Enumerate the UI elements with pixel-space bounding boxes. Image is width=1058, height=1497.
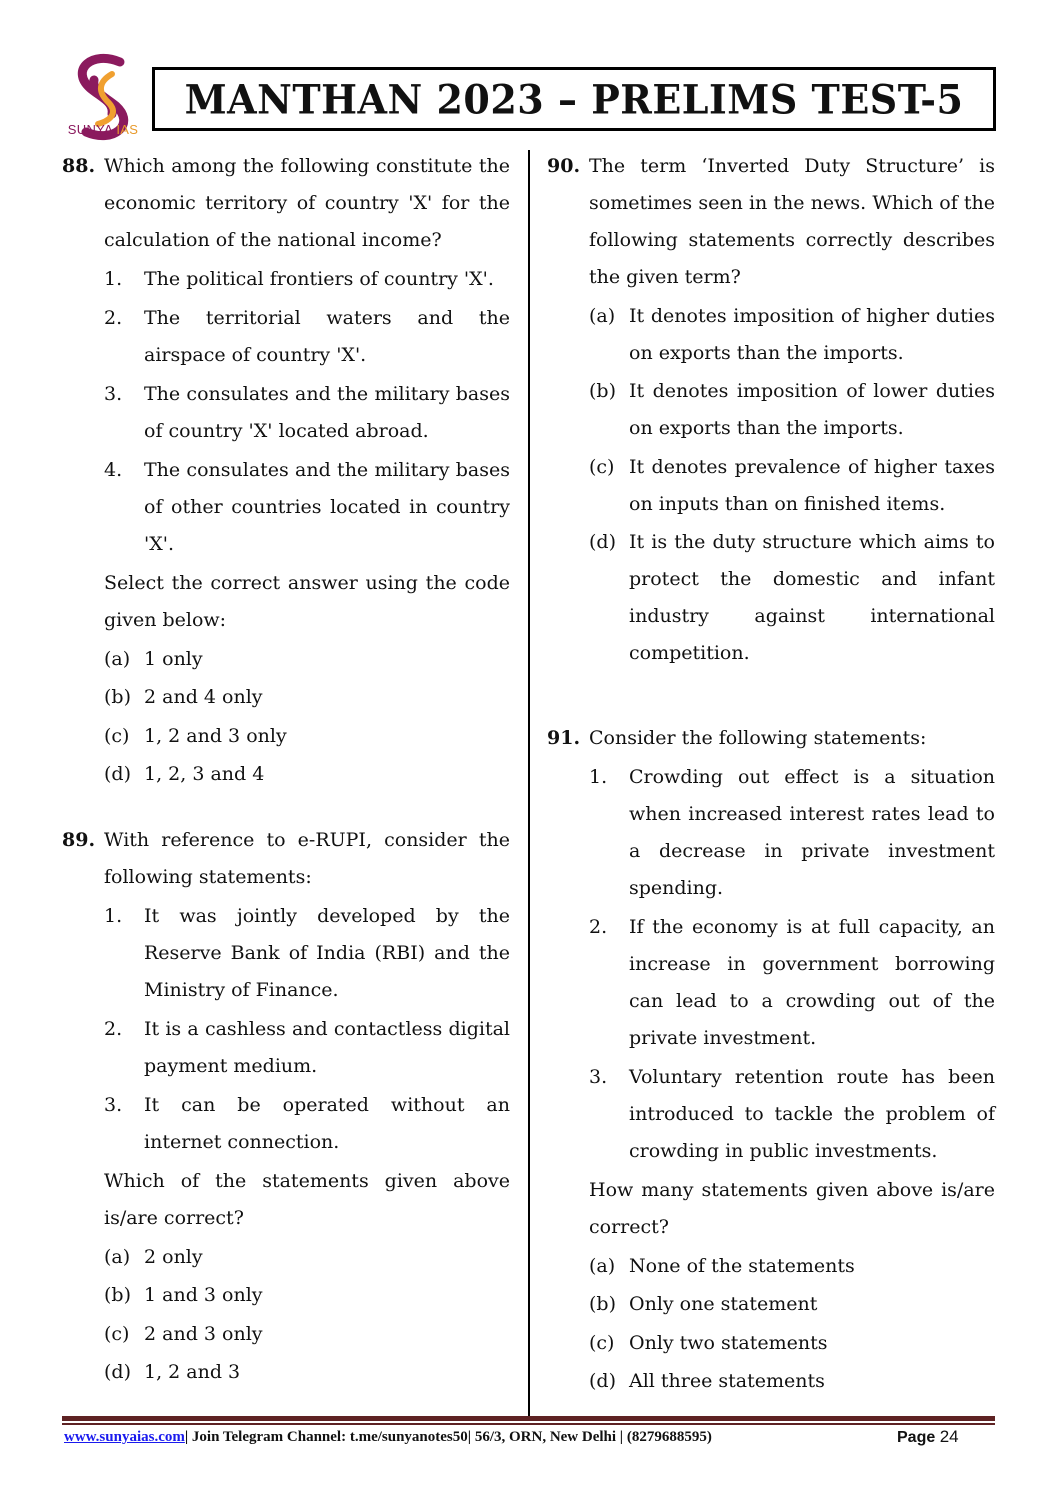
website-link[interactable]: www.sunyaias.com: [64, 1429, 185, 1445]
footer-rule: [62, 1416, 995, 1421]
answer-option: [104, 641, 510, 678]
answer-option: [104, 756, 510, 793]
option-label: (d): [104, 763, 131, 785]
page-number: 24: [939, 1427, 959, 1446]
option-text: 2 and 4 only: [144, 686, 263, 708]
option-label: (d): [589, 531, 616, 553]
option-text: It is the duty structure which aims to protect the domestic and infant industry against international competition.: [629, 531, 995, 664]
answer-option: [589, 373, 995, 447]
page-title: MANTHAN 2023 – PRELIMS TEST-5: [184, 75, 964, 123]
answer-option: [589, 1248, 995, 1285]
question-number: 88.: [62, 155, 96, 177]
option-label: (a): [104, 647, 131, 670]
column-divider: [528, 150, 530, 1417]
statement-number: 2.: [104, 1018, 123, 1040]
option-text: 2 and 3 only: [144, 1322, 263, 1345]
statement-text: The consulates and the military bases of other countries located in country 'X'.: [144, 459, 510, 555]
statement-number: 2.: [104, 307, 123, 329]
statement-text: Crowding out effect is a situation when increased interest rates lead to a decrease in private investment spending.: [629, 766, 995, 899]
question-stem: Which among the following constitute the economic territory of country 'X' for the calculation of the national income?: [104, 155, 510, 251]
question-header: [547, 720, 995, 757]
option-text: 1, 2 and 3: [144, 1361, 241, 1383]
option-label: (b): [589, 380, 616, 402]
option-text: It denotes prevalence of higher taxes on inputs than on finished items.: [629, 455, 995, 515]
question-91: [547, 720, 995, 1400]
question-header: [547, 148, 995, 296]
statement-text: It is a cashless and contactless digital payment medium.: [144, 1018, 510, 1077]
option-label: (a): [589, 304, 616, 327]
question-number: 90.: [547, 155, 581, 177]
statement: [104, 898, 510, 1009]
statement-text: It was jointly developed by the Reserve Bank of India (RBI) and the Ministry of Finance.: [144, 905, 510, 1001]
option-label: (b): [589, 1293, 616, 1315]
option-label: (b): [104, 1284, 131, 1306]
statement: [104, 376, 510, 450]
question-stem: The term ‘Inverted Duty Structure’ is sometimes seen in the news. Which of the following statements correctly describes the given term?: [589, 155, 995, 288]
statement: [589, 1059, 995, 1170]
footer: [64, 1429, 994, 1446]
title-box: [152, 67, 996, 131]
statement-number: 1.: [104, 905, 123, 927]
option-text: Only one statement: [629, 1293, 818, 1315]
logo-text-secondary: IAS: [116, 122, 139, 137]
statement: [104, 1087, 510, 1161]
statement-text: The territorial waters and the airspace of country 'X'.: [144, 307, 510, 366]
option-label: (d): [104, 1361, 131, 1383]
option-text: 2 only: [144, 1245, 203, 1268]
question-prompt: Which of the statements given above is/are correct?: [104, 1170, 510, 1229]
question-number: 89.: [62, 829, 96, 851]
answer-option: [589, 449, 995, 523]
option-text: All three statements: [629, 1370, 825, 1392]
question-89: [62, 822, 510, 1391]
page-indicator: [897, 1427, 959, 1447]
question-stem: Consider the following statements:: [589, 727, 927, 749]
option-label: (c): [104, 724, 130, 747]
option-label: (b): [104, 686, 131, 708]
statement-text: Voluntary retention route has been introduced to tackle the problem of crowding in public investments.: [629, 1066, 995, 1162]
question-90: [547, 148, 995, 672]
answer-option: [104, 1239, 510, 1276]
option-text: None of the statements: [629, 1254, 855, 1277]
option-label: (c): [104, 1322, 130, 1345]
statement-number: 4.: [104, 459, 123, 481]
question-prompt: Select the correct answer using the code given below:: [104, 572, 510, 631]
statement-number: 1.: [589, 766, 608, 788]
statement-text: If the economy is at full capacity, an increase in government borrowing can lead to a crowding out of the private investment.: [629, 916, 995, 1049]
question-prompt: How many statements given above is/are correct?: [589, 1179, 995, 1238]
option-label: (a): [104, 1245, 131, 1268]
question-header: [62, 148, 510, 259]
statement-number: 3.: [589, 1066, 608, 1088]
statement-number: 1.: [104, 268, 123, 290]
statement-number: 2.: [589, 916, 608, 938]
answer-option: [589, 1363, 995, 1400]
answer-option: [104, 679, 510, 716]
option-label: (c): [589, 455, 615, 478]
question-stem: With reference to e-RUPI, consider the following statements:: [104, 829, 510, 888]
option-text: 1, 2, 3 and 4: [144, 763, 265, 785]
answer-option: [104, 718, 510, 755]
option-text: It denotes imposition of lower duties on exports than the imports.: [629, 380, 995, 439]
statement: [104, 452, 510, 563]
option-text: 1, 2 and 3 only: [144, 724, 287, 747]
statement: [104, 261, 510, 298]
statement-list: [104, 261, 510, 563]
statement-list: [589, 759, 995, 1170]
statement-list: [104, 898, 510, 1161]
footer-rule-thin: [62, 1423, 995, 1425]
answer-option: [104, 1354, 510, 1391]
statement-number: 3.: [104, 1094, 123, 1116]
option-text: Only two statements: [629, 1331, 828, 1354]
option-label: (d): [589, 1370, 616, 1392]
answer-option: [104, 1316, 510, 1353]
statement-text: The consulates and the military bases of country 'X' located abroad.: [144, 383, 510, 442]
statement: [104, 300, 510, 374]
statement: [589, 909, 995, 1057]
option-label: (a): [589, 1254, 616, 1277]
option-text: 1 only: [144, 647, 203, 670]
footer-info: | Join Telegram Channel: t.me/sunyanotes50| 56/3, ORN, New Delhi | (8279688595): [184, 1429, 712, 1445]
answer-option: [589, 298, 995, 372]
question-header: [62, 822, 510, 896]
answer-option: [589, 1286, 995, 1323]
option-label: (c): [589, 1331, 615, 1354]
question-88: [62, 148, 510, 793]
option-text: 1 and 3 only: [144, 1284, 263, 1306]
logo-text: [62, 122, 144, 137]
answer-option: [589, 1325, 995, 1362]
answer-option: [104, 1277, 510, 1314]
question-number: 91.: [547, 727, 581, 749]
option-text: It denotes imposition of higher duties on exports than the imports.: [629, 304, 995, 364]
statement-text: It can be operated without an internet connection.: [144, 1094, 510, 1153]
statement-text: The political frontiers of country 'X'.: [144, 268, 494, 290]
statement: [104, 1011, 510, 1085]
page-label: Page: [897, 1429, 936, 1446]
statement: [589, 759, 995, 907]
logo-text-primary: SUNYA: [67, 122, 113, 137]
statement-number: 3.: [104, 383, 123, 405]
answer-option: [589, 524, 995, 672]
